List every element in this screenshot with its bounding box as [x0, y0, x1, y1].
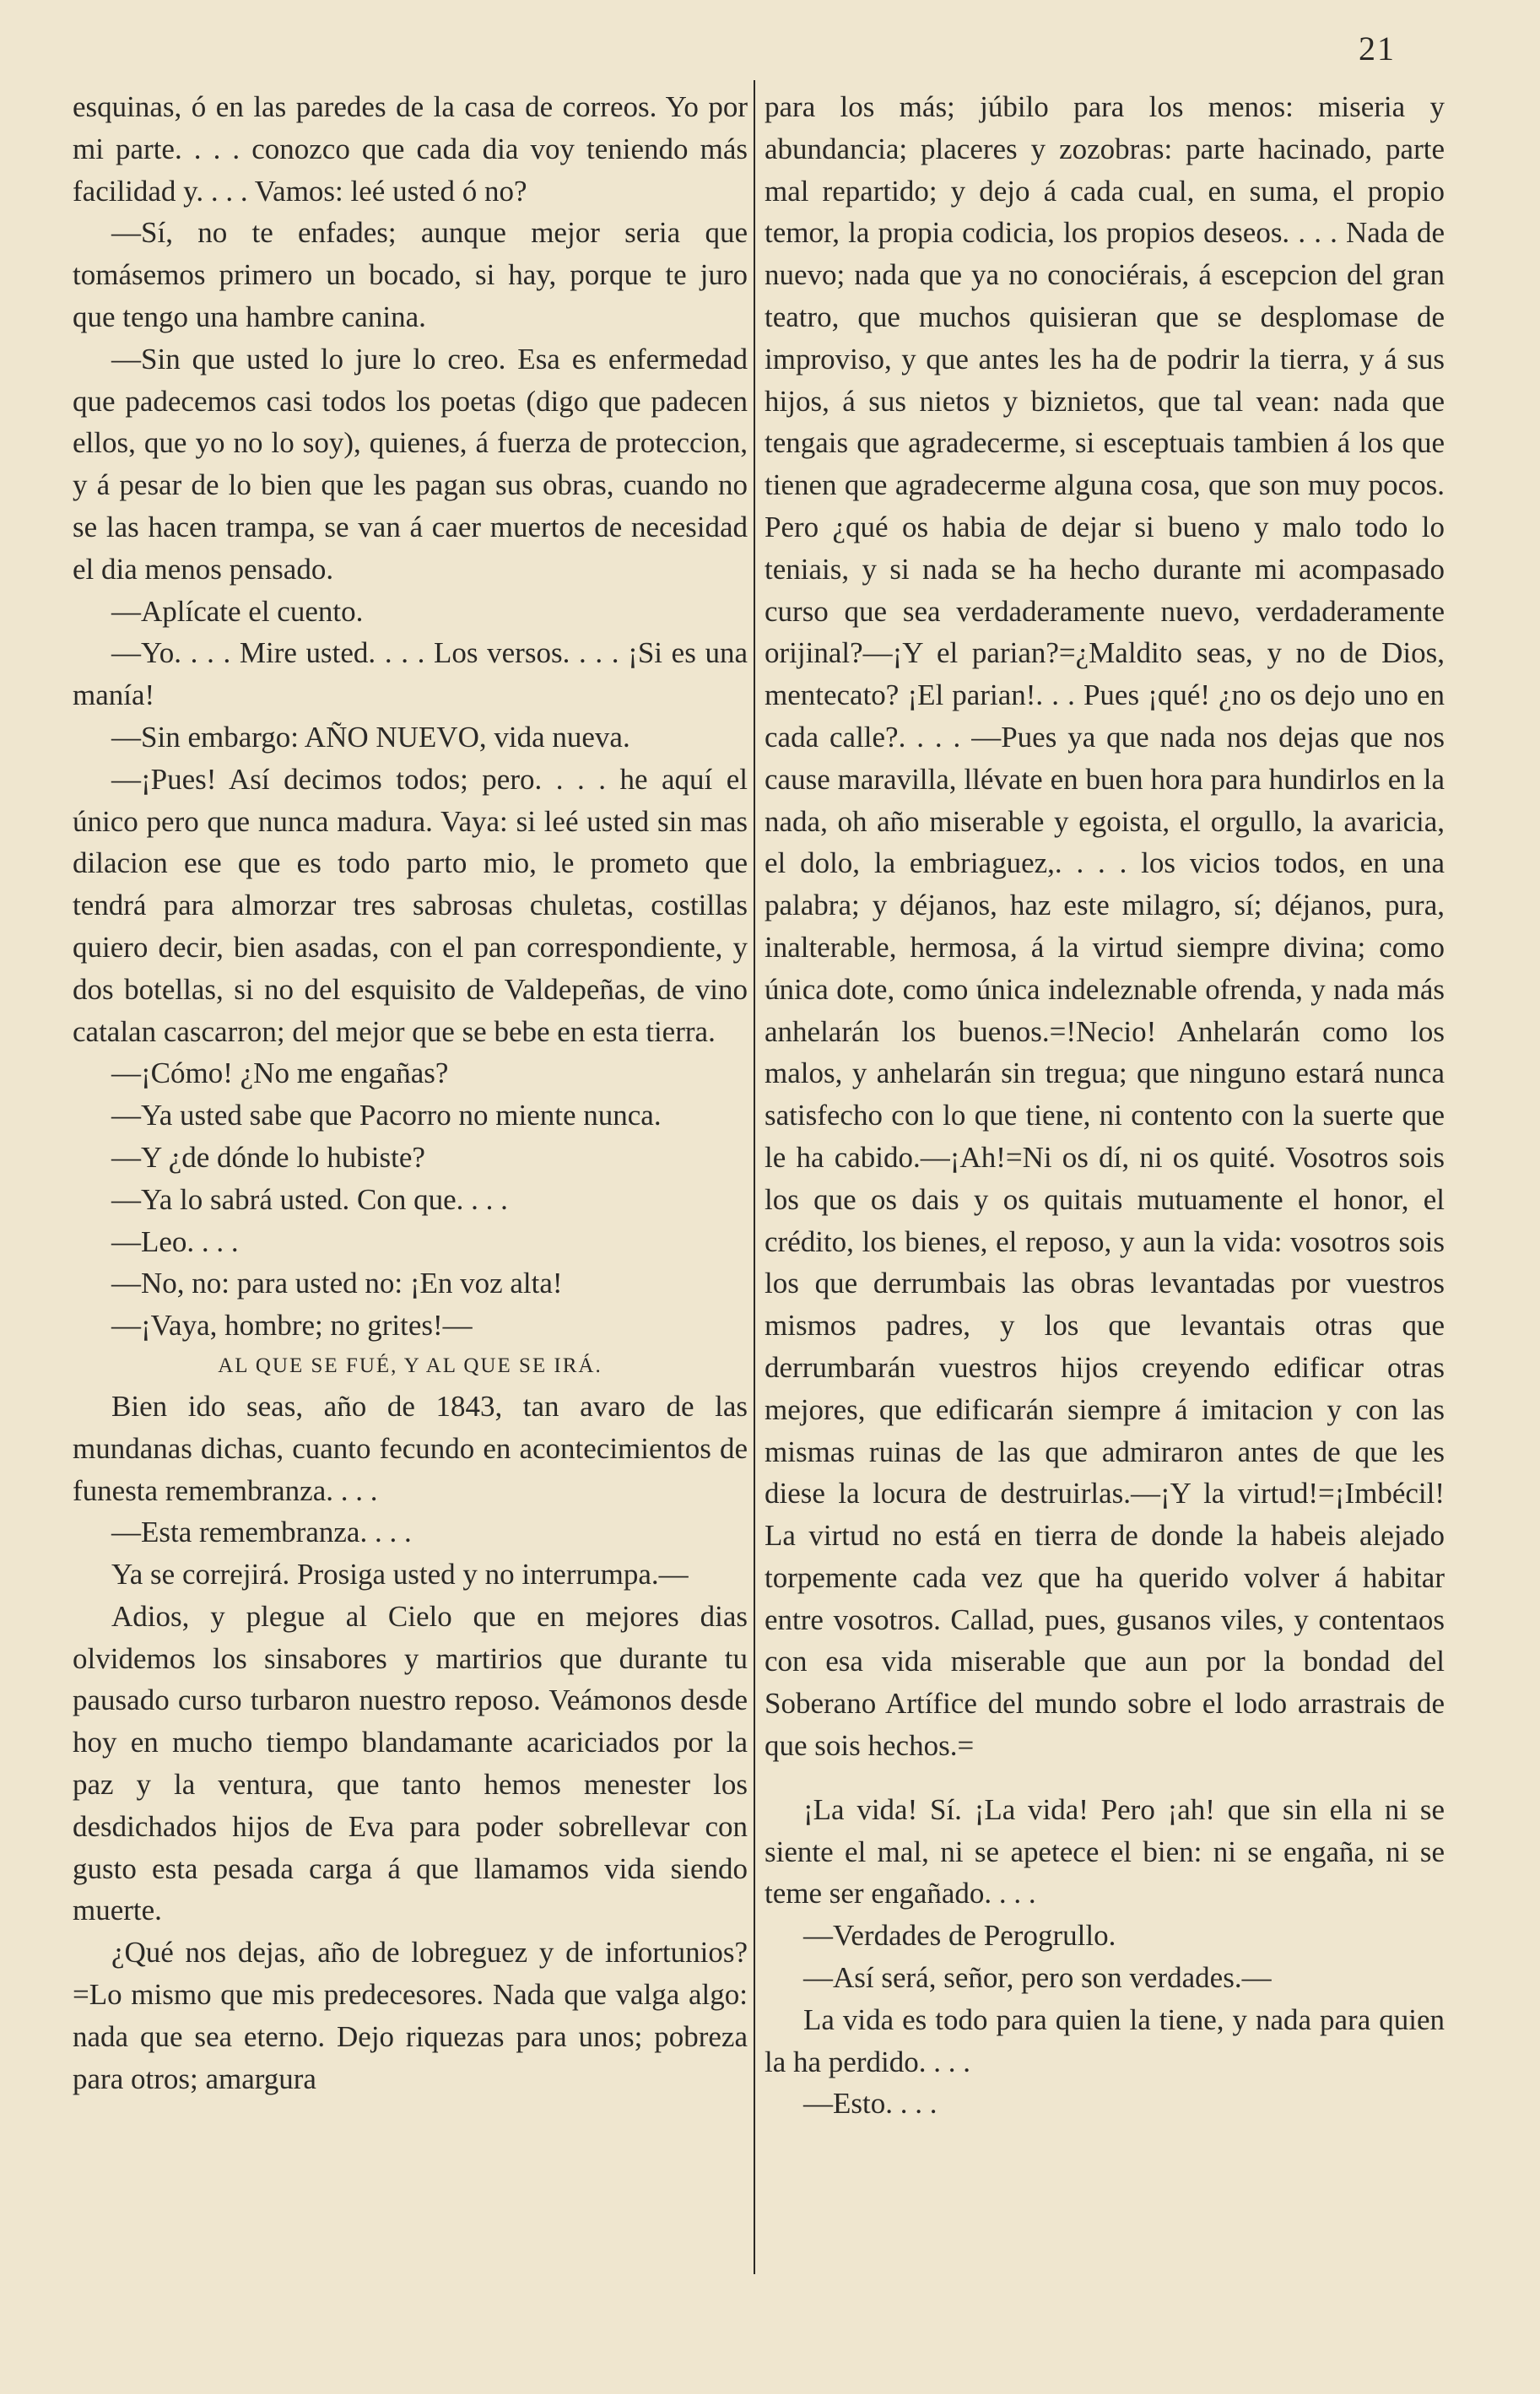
paragraph: —¡Cómo! ¿No me engañas?: [111, 1056, 449, 1090]
left-column-paragraphs-after: [73, 1386, 748, 2100]
paragraph: —Ya lo sabrá usted. Con que. . . .: [111, 1182, 508, 1216]
left-column-paragraphs: [73, 86, 748, 1347]
left-column: [73, 86, 748, 2099]
paragraph: —Esta remembranza. . . .: [111, 1516, 412, 1549]
column-divider: [754, 80, 755, 2274]
paragraph: —Sin embargo: AÑO NUEVO, vida nueva.: [111, 720, 630, 754]
section-heading: AL QUE SE FUÉ, Y AL QUE SE IRÁ.: [218, 1354, 602, 1377]
paragraph: —¡Vaya, hombre; no grites!—: [111, 1309, 473, 1343]
paragraph: esquinas, ó en las paredes de la casa de correos. Yo por mi parte. . . . conozco que cada dia voy teniendo más facilidad y. . . . Vamos: leé usted ó no?: [73, 90, 748, 208]
paragraph: —No, no: para usted no: ¡En voz alta!: [111, 1267, 563, 1300]
paragraph: Adios, y plegue al Cielo que en mejores dias olvidemos los sinsabores y martirios que durante tu pausado curso turbaron nuestro reposo. Veámonos desde hoy en mucho tiempo blandamante acariciados por la paz y la ventura, que tanto hemos menester los desdichados hijos de Eva para poder sobrellevar con gusto esta pesada carga á que llamamos vida siendo muerte.: [73, 1599, 748, 1927]
paragraph: —Aplícate el cuento.: [111, 594, 364, 628]
paragraph: La vida es todo para quien la tiene, y nada para quien la ha perdido. . . .: [765, 2002, 1445, 2078]
paragraph: ¡La vida! Sí. ¡La vida! Pero ¡ah! que sin ella ni se siente el mal, ni se apetece el bien: ni se engaña, ni se teme ser engañado. . . .: [765, 1792, 1445, 1910]
paragraph: Ya se correjirá. Prosiga usted y no interrumpa.—: [111, 1558, 689, 1591]
paragraph-gap: [765, 1767, 1445, 1789]
paragraph: —Así será, señor, pero son verdades.—: [803, 1961, 1272, 1995]
paragraph: —Esto. . . .: [803, 2087, 938, 2121]
right-column: [765, 86, 1445, 2125]
page-number: 21: [1359, 30, 1396, 68]
paragraph: —Leo. . . .: [111, 1224, 239, 1258]
paragraph: —Sí, no te enfades; aunque mejor seria que tomásemos primero un bocado, si hay, porque te juro que tengo una hambre canina.: [73, 216, 748, 333]
paragraph: —Yo. . . . Mire usted. . . . Los versos. . . . ¡Si es una manía!: [73, 636, 748, 712]
paragraph: ¿Qué nos dejas, año de lobreguez y de infortunios?=Lo mismo que mis predecesores. Nada que valga algo: nada que sea eterno. Dejo riquezas para unos; pobreza para otros; amargura: [73, 1936, 748, 2095]
right-column-paragraphs: [765, 86, 1445, 2125]
paragraph: —Ya usted sabe que Pacorro no miente nunca.: [111, 1099, 662, 1132]
paragraph: Bien ido seas, año de 1843, tan avaro de las mundanas dichas, cuanto fecundo en acontecimientos de funesta remembranza. . . .: [73, 1389, 748, 1507]
paragraph: para los más; júbilo para los menos: miseria y abundancia; placeres y zozobras: parte hacinado, parte mal repartido; y dejo á cada cual, en suma, el propio temor, la propia codicia, los propios deseos. . . . Nada de nuevo; nada que ya no conociérais, á escepcion del gran teatro, que muchos quisieran que se desplomase de improviso, y que antes les ha de podrir la tierra, y á sus hijos, á sus nietos y biznietos, que tal vean: nada que tengais que agradecerme, si esceptuais tambien á los que tienen que agradecerme alguna cosa, que son muy pocos. Pero ¿qué os habia de dejar si bueno y malo todo lo teniais, y si nada se ha hecho durante mi acompasado curso que sea verdaderamente nuevo, verdaderamente orijinal?—¡Y el parian?=¿Maldito seas, y no de Dios, mentecato? ¡El parian!. . . Pues ¡qué! ¿no os dejo uno en cada calle?. . . . —Pues ya que nada nos dejas que nos cause maravilla, llévate en buen hora para hundirlos en la nada, oh año miserable y egoista, el orgullo, la avaricia, el dolo, la embriaguez,. . . . los vicios todos, en una palabra; y déjanos, haz este milagro, sí; déjanos, pura, inalterable, hermosa, á la virtud siempre divina; como única dote, como única indeleznable ofrenda, y nada más anhelarán los buenos.=!Necio! Anhelarán como los malos, y anhelarán sin tregua; que ninguno estará nunca satisfecho con lo que tiene, ni contento con la suerte que le ha cabido.—¡Ah!=Ni os dí, ni os quité. Vosotros sois los que os dais y os quitais mutuamente el honor, el crédito, los bienes, el reposo, y aun la vida: vosotros sois los que derrumbais las obras levantadas por vuestros mismos padres, y los que levantais otras que derrumbarán vuestros hijos creyendo edificar otras mejores, que edificarán siempre á imitacion y con las mismas ruinas de las que admiraron antes de que les diese la locura de destruirlas.—¡Y la virtud!=¡Imbécil! La virtud no está en tierra de donde la habeis alejado torpemente cada vez que ha querido volver á habitar entre vosotros. Callad, pues, gusanos viles, y contentaos con esa vida miserable que aun por la bondad del Soberano Artífice del mundo sobre el lodo arrastrais de que sois hechos.=: [765, 90, 1445, 1763]
paragraph: —Y ¿de dónde lo hubiste?: [111, 1140, 425, 1174]
paragraph: —¡Pues! Así decimos todos; pero. . . . he aquí el único pero que nunca madura. Vaya: si leé usted sin mas dilacion ese que es todo parto mio, le prometo que tendrá para almorzar tres sabrosas chuletas, costillas quiero decir, bien asadas, con el pan correspondiente, y dos botellas, si no del esquisito de Valdepeñas, de vino catalan cascarron; del mejor que se bebe en esta tierra.: [73, 762, 748, 1048]
paragraph: —Verdades de Perogrullo.: [803, 1919, 1116, 1953]
paragraph: —Sin que usted lo jure lo creo. Esa es enfermedad que padecemos casi todos los poetas (digo que padecen ellos, que yo no lo soy), quienes, á fuerza de proteccion, y á pesar de lo bien que les pagan sus obras, cuando no se las hacen trampa, se van á caer muertos de necesidad el dia menos pensado.: [73, 342, 748, 586]
